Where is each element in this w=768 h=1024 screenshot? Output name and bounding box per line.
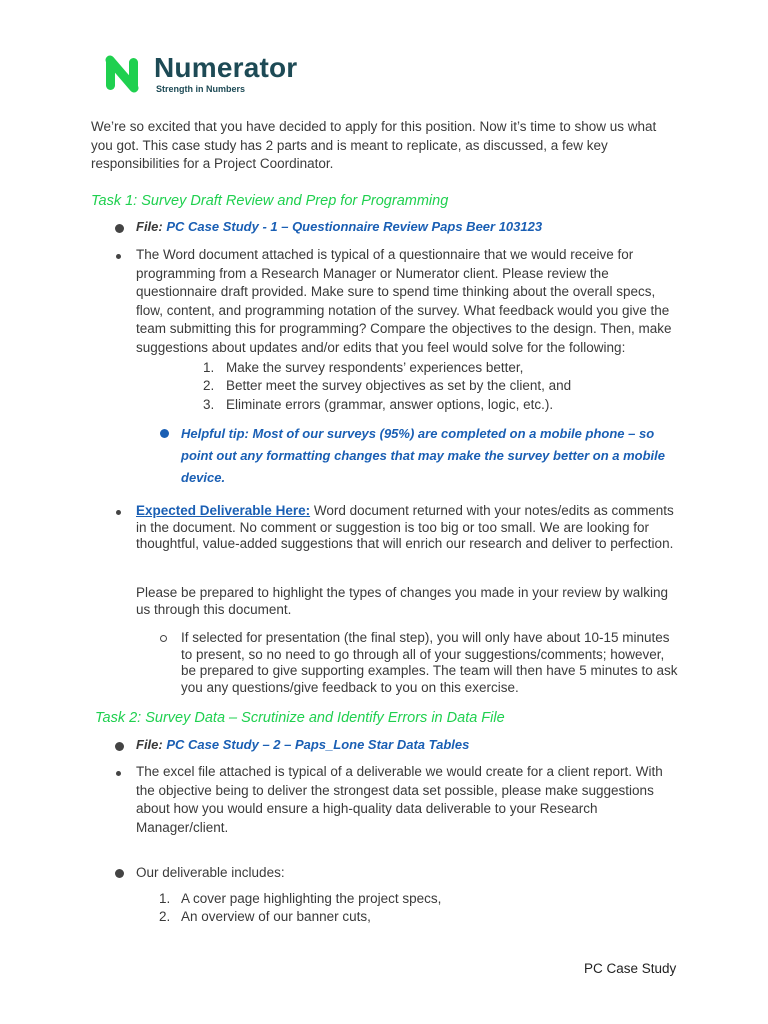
- list-number: 2.: [159, 909, 171, 924]
- list-number: 2.: [203, 378, 215, 393]
- list-text: Better meet the survey objectives as set by the client, and: [226, 378, 572, 393]
- task1-file-line: [136, 219, 542, 234]
- bullet-icon: [115, 224, 124, 233]
- task1-list-item: [203, 359, 523, 378]
- list-number: 3.: [203, 397, 215, 412]
- deliverable-text: Word document returned with your notes/edits as comments in the document. No comment or suggestion is too big or too small. We are looking for thoughtful, value-added suggestions that will enrich our research and deliver to perfection.: [136, 503, 674, 551]
- task2-file-name: PC Case Study – 2 – Paps_Lone Star Data Tables: [166, 737, 470, 752]
- list-number: 1.: [203, 360, 215, 375]
- helpful-tip: Helpful tip: Most of our surveys (95%) are completed on a mobile phone – so point out any formatting changes that may make the survey better on a mobile device.: [181, 426, 665, 485]
- bullet-icon: [115, 869, 124, 878]
- task1-deliverable: [136, 503, 681, 553]
- intro-paragraph: We’re so excited that you have decided to apply for this position. Now it’s time to show us what you got. This case study has 2 parts and is meant to replicate, as discussed, a few key responsibilities for a Project Coordinator.: [91, 119, 657, 171]
- numerator-logo-icon: [104, 54, 142, 94]
- task1-file-label: File:: [136, 219, 163, 234]
- list-text: A cover page highlighting the project specs,: [181, 891, 442, 906]
- list-text: An overview of our banner cuts,: [181, 909, 371, 924]
- logo: [104, 54, 324, 96]
- task1-file-name: PC Case Study - 1 – Questionnaire Review Paps Beer 103123: [166, 219, 543, 234]
- bullet-icon: [116, 254, 121, 259]
- prepare-paragraph: Please be prepared to highlight the types of changes you made in your review by walking us through this document.: [136, 585, 669, 617]
- task2-deliverable-intro: Our deliverable includes:: [136, 865, 285, 880]
- task1-title: Task 1: Survey Draft Review and Prep for Programming: [91, 193, 449, 209]
- bullet-icon: [160, 429, 169, 438]
- list-text: Make the survey respondents’ experiences better,: [226, 360, 524, 375]
- presentation-note: If selected for presentation (the final step), you will only have about 10-15 minutes to present, so no need to go through all of your suggestions/comments; however, be prepared to give supporting examples. The team will then have 5 minutes to ask you any questions/give feedback to you on this exercise.: [181, 630, 678, 695]
- footer-label: PC Case Study: [584, 961, 677, 976]
- bullet-icon: [115, 742, 124, 751]
- circle-bullet-icon: [160, 635, 167, 642]
- bullet-icon: [116, 771, 121, 776]
- list-number: 1.: [159, 891, 171, 906]
- task1-list-item: [203, 396, 553, 415]
- task2-file-label: File:: [136, 737, 163, 752]
- bullet-icon: [116, 510, 121, 515]
- list-text: Eliminate errors (grammar, answer options, logic, etc.).: [226, 397, 554, 412]
- task1-description: The Word document attached is typical of a questionnaire that we would receive for programming from a Research Manager or Numerator client. Please review the questionnaire draft provided. Make sure to spend time thinking about the overall specs, flow, content, and programming notation of the survey. What feedback would you give the team submitting this for programming? Compare the objectives to the design. Then, make suggestions about updates and/or edits that you feel would solve for the following:: [136, 247, 672, 355]
- task2-list-item: [159, 890, 441, 909]
- task2-list-item: [159, 908, 371, 927]
- task1-list-item: [203, 377, 571, 396]
- task2-description: The excel file attached is typical of a deliverable we would create for a client report. With the objective being to deliver the strongest data set possible, please make suggestions about how you would ensure a high-quality data deliverable to your Research Manager/client.: [136, 764, 663, 835]
- task2-file-line: [136, 737, 469, 752]
- task2-title: Task 2: Survey Data – Scrutinize and Identify Errors in Data File: [95, 710, 505, 726]
- deliverable-link[interactable]: Expected Deliverable Here:: [136, 503, 311, 518]
- brand-name: Numerator: [154, 52, 298, 83]
- brand-tagline: Strength in Numbers: [156, 84, 246, 94]
